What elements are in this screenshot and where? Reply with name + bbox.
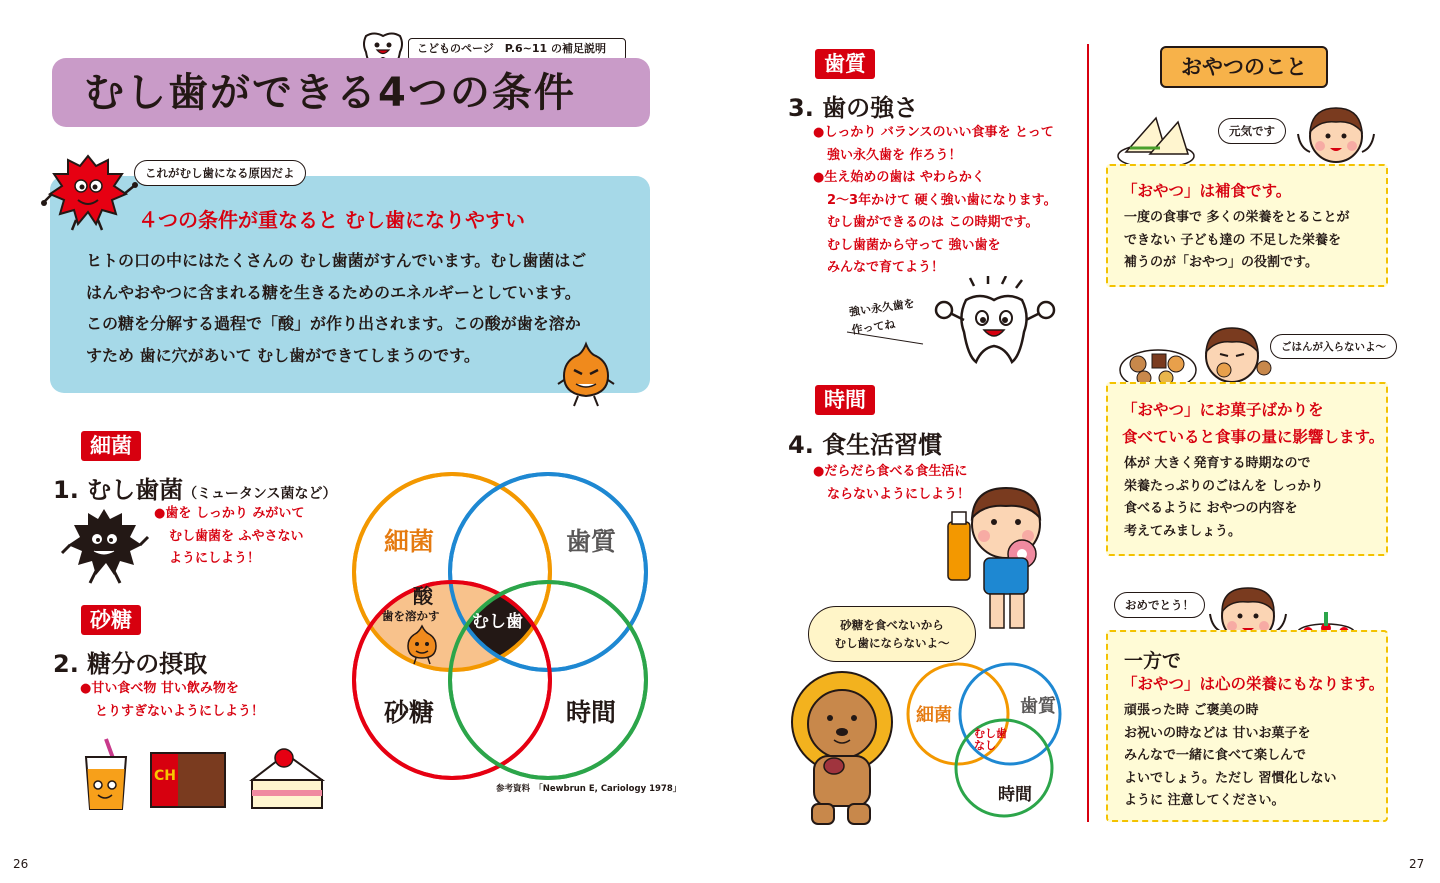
cond1-heading-note: （ミュータンス菌など） xyxy=(183,486,337,502)
snack-box-3-body xyxy=(1124,700,1337,813)
venn-label-acid: 酸 xyxy=(413,584,433,608)
intro-heading: ４つの条件が重なると むし歯になりやすい xyxy=(138,208,525,232)
tooth-note-line: 作ってね xyxy=(850,317,897,337)
intro-text xyxy=(86,245,586,371)
bullet-line: 2～3年かけて 硬く強い歯になります。 xyxy=(827,192,1057,208)
bullet-line: むし歯菌を ふやさない xyxy=(169,528,304,544)
snack-box-3-subtitle: 「おやつ」は心の栄養にもなります。 xyxy=(1122,675,1385,693)
cond1-heading-main: 1. むし歯菌 xyxy=(53,476,184,504)
page-number-left: 26 xyxy=(13,857,29,871)
cond1-tag: 細菌 xyxy=(81,431,141,461)
cond2-bullets xyxy=(80,678,264,723)
bullet-line: むし歯菌から守って 強い歯を xyxy=(827,237,1001,253)
column-divider xyxy=(1087,44,1089,822)
intro-line: この糖を分解する過程で「酸」が作り出されます。この酸が歯を溶か xyxy=(86,314,581,333)
body-line: よいでしょう。ただし 習慣化しない xyxy=(1124,770,1337,786)
snack-box-2-title xyxy=(1122,397,1384,451)
bullet-line: とりすぎないようにしよう！ xyxy=(95,703,265,719)
snack-box-1 xyxy=(1106,164,1388,287)
tooth-note-line: 強い永久歯を xyxy=(848,296,916,319)
strong-tooth-mascot-icon xyxy=(930,276,1060,372)
body-line: 栄養たっぷりのごはんを しっかり xyxy=(1124,478,1324,494)
cond2-heading: 2. 糖分の摂取 xyxy=(53,650,208,678)
cond1-heading xyxy=(53,470,336,505)
venn-label-bacteria: 細菌 xyxy=(384,527,435,556)
lion-character-icon xyxy=(784,670,904,830)
snack-box-1-body xyxy=(1124,207,1350,275)
cond3-bullets xyxy=(813,122,1057,280)
cond4-heading: 4. 食生活習慣 xyxy=(788,431,943,459)
juice-drink-icon xyxy=(78,735,134,813)
small-venn-none-line: なし xyxy=(974,739,996,752)
snack-box-2 xyxy=(1106,382,1388,556)
bullet-line: ●歯を しっかり みがいて xyxy=(154,506,305,521)
page-number-right: 27 xyxy=(1409,857,1425,871)
body-line: ように 注意してください。 xyxy=(1124,793,1285,808)
germ-character-icon xyxy=(40,150,140,232)
germ-speech-bubble: これがむし歯になる原因だよ xyxy=(134,160,306,186)
bullet-line: ●だらだら食べる食生活に xyxy=(813,464,968,479)
acid-germ-small-icon xyxy=(404,624,440,666)
body-line: みんなで一緒に食べて楽しんで xyxy=(1124,748,1307,763)
bullet-line: ●生え始めの歯は やわらかく xyxy=(813,170,985,185)
kid3-speech-bubble: おめでとう！ xyxy=(1114,592,1205,618)
cond2-tag: 砂糖 xyxy=(81,605,141,635)
bullet-line: むし歯ができるのは この時期です。 xyxy=(827,215,1039,230)
snack-header: おやつのこと xyxy=(1160,46,1328,88)
acid-germ-icon xyxy=(556,340,616,410)
snack-box-1-title: 「おやつ」は補食です。 xyxy=(1122,182,1292,200)
page-title: むし歯ができる4つの条件 xyxy=(84,70,576,116)
venn-label-center: むし歯 xyxy=(472,612,523,632)
cond3-tag: 歯質 xyxy=(815,49,875,79)
snack-box-3-title: 一方で xyxy=(1124,650,1182,672)
note-underline xyxy=(845,326,925,348)
shortcake-icon xyxy=(246,740,328,812)
body-line: できない 子ども達の 不足した栄養を xyxy=(1124,232,1342,248)
bacteria-character-icon xyxy=(60,505,150,585)
venn-label-tooth: 歯質 xyxy=(566,527,617,556)
snack-box-3 xyxy=(1106,630,1388,822)
small-venn-none-line: むし歯 xyxy=(974,727,1007,740)
body-line: 食べるように おやつの内容を xyxy=(1124,501,1298,516)
cond1-bullets xyxy=(154,503,304,571)
venn-label-time: 時間 xyxy=(566,698,617,727)
kid-full-icon xyxy=(1190,320,1280,386)
bullet-line: 強い永久歯を 作ろう！ xyxy=(827,147,962,163)
venn-label-sugar: 砂糖 xyxy=(384,698,435,727)
kid2-speech-bubble: ごはんが入らないよ～ xyxy=(1270,334,1397,359)
body-line: 考えてみましょう。 xyxy=(1124,523,1242,539)
kid1-speech-bubble: 元気です xyxy=(1218,118,1286,144)
small-venn-label-tooth: 歯質 xyxy=(1020,696,1056,717)
intro-line: ヒトの口の中にはたくさんの むし歯菌がすんでいます。むし歯菌はご xyxy=(86,251,587,270)
chocolate-bar-icon xyxy=(150,752,226,808)
subtitle-tag: こどものページ P.6~11 の補足説明 xyxy=(408,38,626,61)
cond4-tag: 時間 xyxy=(815,385,875,415)
lion-bubble-line: 砂糖を食べないから xyxy=(840,618,944,632)
sandwich-icon xyxy=(1116,112,1196,170)
intro-line: はんやおやつに含まれる糖を生きるためのエネルギーとしています。 xyxy=(86,282,581,302)
small-venn-label-time: 時間 xyxy=(998,785,1032,805)
body-line: お祝いの時などは 甘いお菓子を xyxy=(1124,725,1311,741)
body-line: 補うのが「おやつ」の役割です。 xyxy=(1124,255,1318,270)
lion-bubble-line: むし歯にならないよ～ xyxy=(834,636,950,650)
snack-box-2-body xyxy=(1124,453,1324,543)
chocolate-label: CH xyxy=(154,768,176,784)
cond3-heading: 3. 歯の強さ xyxy=(788,94,919,122)
intro-line: すため 歯に穴があいて むし歯ができてしまうのです。 xyxy=(86,345,480,365)
small-venn-label-none xyxy=(974,728,1007,752)
body-line: 一度の食事で 多くの栄養をとることが xyxy=(1124,210,1350,225)
bullet-line: ようにしよう！ xyxy=(169,551,261,566)
bullet-line: ●甘い食べ物 甘い飲み物を xyxy=(80,681,239,696)
reference-note: 参考資料 「Newbrun E, Cariology 1978」 xyxy=(496,784,682,794)
bullet-line: ●しっかり バランスのいい食事を とって xyxy=(813,125,1054,140)
kid-energetic-icon xyxy=(1294,104,1378,164)
lion-speech-bubble xyxy=(808,606,976,662)
bullet-line: みんなで育てよう！ xyxy=(827,260,945,275)
body-line: 体が 大きく発育する時期なので xyxy=(1124,456,1311,471)
small-venn-label-bacteria: 細菌 xyxy=(916,705,952,726)
bullet-line: ならないようにしよう！ xyxy=(827,486,971,502)
body-line: 頑張った時 ご褒美の時 xyxy=(1124,703,1259,718)
title-line: 「おやつ」にお菓子ばかりを xyxy=(1122,401,1324,419)
venn-label-acid-sub: 歯を溶かす xyxy=(382,609,440,623)
title-line: 食べていると食事の量に影響します。 xyxy=(1122,428,1385,446)
